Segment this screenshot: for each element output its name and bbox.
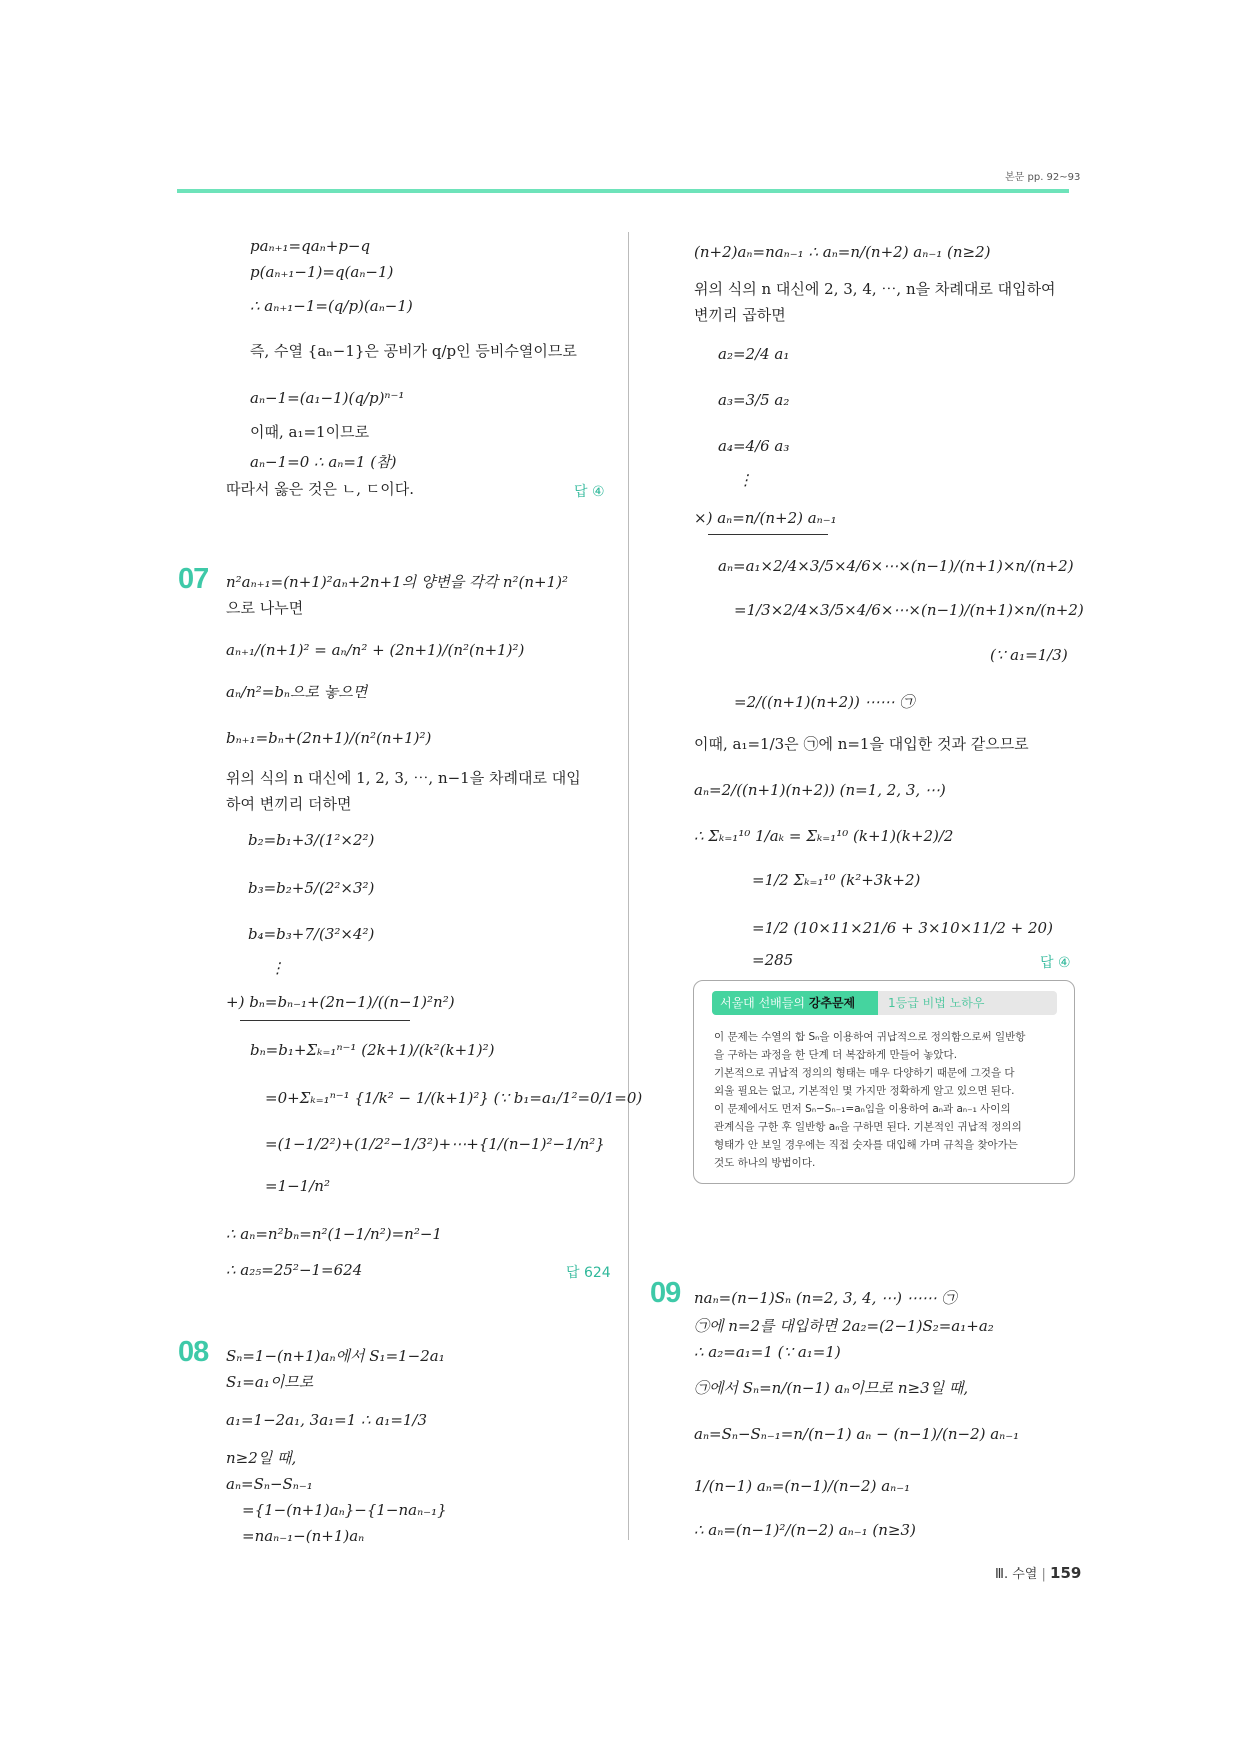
footer-separator: | — [1041, 1567, 1046, 1582]
column-divider — [628, 232, 629, 1540]
q08r-line-3: 변끼리 곱하면 — [694, 306, 786, 324]
q09-line-7: ∴ aₙ=(n−1)²/(n−2) aₙ₋₁ (n≥3) — [694, 1521, 916, 1539]
q06-line-3: ∴ aₙ₊₁−1=(q/p)(aₙ−1) — [250, 297, 413, 315]
q08r-line-4: a₂=2/4 a₁ — [718, 345, 790, 363]
q09-line-5: aₙ=Sₙ−Sₙ₋₁=n/(n−1) aₙ − (n−1)/(n−2) aₙ₋₁ — [694, 1425, 1020, 1443]
q06-line-6: 이때, a₁=1이므로 — [250, 423, 370, 441]
q09-line-4: ㉠에서 Sₙ=n/(n−1) aₙ이므로 n≥3일 때, — [694, 1379, 969, 1397]
q08r-line-5: a₃=3/5 a₂ — [718, 391, 790, 409]
q06-line-2: p(aₙ₊₁−1)=q(aₙ−1) — [250, 263, 394, 281]
q08r-product-rule — [708, 534, 828, 535]
q08r-line-12: =2/((n+1)(n+2)) ⋯⋯ ㉠ — [734, 693, 915, 711]
q08r-line-10: =1/3×2/4×3/5×4/6×⋯×(n−1)/(n+1)×n/(n+2) — [734, 601, 1084, 619]
q08-line-4: n≥2일 때, — [226, 1449, 297, 1467]
q08r-line-9: aₙ=a₁×2/4×3/5×4/6×⋯×(n−1)/(n+1)×n/(n+2) — [718, 557, 1074, 575]
q09-line-6: 1/(n−1) aₙ=(n−1)/(n−2) aₙ₋₁ — [694, 1477, 911, 1495]
q08-line-7: =naₙ₋₁−(n+1)aₙ — [242, 1527, 365, 1545]
q08r-line-13: 이때, a₁=1/3은 ㉠에 n=1을 대입한 것과 같으므로 — [694, 735, 1029, 753]
q07-number: 07 — [178, 563, 209, 595]
q07-line-3: aₙ₊₁/(n+1)² = aₙ/n² + (2n+1)/(n²(n+1)²) — [226, 641, 525, 659]
q07-line-14: =0+Σₖ₌₁ⁿ⁻¹ {1/k² − 1/(k+1)²} (∵ b₁=a₁/1²=0/1=0) — [265, 1089, 643, 1107]
tip-title-bar — [712, 991, 1057, 1015]
q07-sum-rule — [240, 1020, 410, 1021]
tip-line: 이 문제에서도 먼저 Sₙ−Sₙ₋₁=aₙ임을 이용하여 aₙ과 aₙ₋₁ 사이의 — [714, 1103, 1011, 1115]
q08r-line-11: (∵ a₁=1/3) — [990, 646, 1068, 664]
tip-line: 것도 하나의 방법이다. — [714, 1157, 816, 1169]
q06-line-5: aₙ−1=(a₁−1)(q/p)ⁿ⁻¹ — [250, 389, 405, 407]
q08r-line-18: =285 — [752, 951, 794, 969]
q08r-line-8: ×) aₙ=n/(n+2) aₙ₋₁ — [694, 509, 837, 527]
q08-line-5: aₙ=Sₙ−Sₙ₋₁ — [226, 1475, 313, 1493]
q06-line-1: paₙ₊₁=qaₙ+p−q — [250, 237, 371, 255]
tip-line: 을 구하는 과정을 한 단계 더 복잡하게 만들어 놓았다. — [714, 1049, 958, 1061]
q08-number: 08 — [178, 1336, 209, 1368]
tip-title-main: 서울대 선배들의 강추문제 — [712, 991, 878, 1015]
tip-line: 이 문제는 수열의 합 Sₙ을 이용하여 귀납적으로 정의함으로써 일반항 — [714, 1031, 1026, 1043]
footer — [995, 1563, 1081, 1582]
q08r-line-6: a₄=4/6 a₃ — [718, 437, 790, 455]
q08r-line-1: (n+2)aₙ=naₙ₋₁ ∴ aₙ=n/(n+2) aₙ₋₁ (n≥2) — [694, 243, 991, 261]
q07-answer: 답 624 — [566, 1265, 611, 1281]
tip-line: 형태가 안 보일 경우에는 직접 숫자를 대입해 가며 규칙을 찾아가는 — [714, 1139, 1018, 1151]
tip-title-sub: 1등급 비법 노하우 — [888, 996, 985, 1010]
footer-section: Ⅲ. 수열 — [995, 1567, 1038, 1582]
q07-line-11: ⋮ — [270, 959, 285, 977]
q08-line-2: S₁=a₁이므로 — [226, 1373, 314, 1391]
q07-line-15: =(1−1/2²)+(1/2²−1/3²)+⋯+{1/(n−1)²−1/n²} — [265, 1135, 605, 1153]
q08-line-1: Sₙ=1−(n+1)aₙ에서 S₁=1−2a₁ — [226, 1347, 445, 1365]
header-rule — [177, 189, 1069, 193]
q08r-line-17: =1/2 (10×11×21/6 + 3×10×11/2 + 20) — [752, 919, 1053, 937]
page-reference: 본문 pp. 92~93 — [1005, 172, 1081, 183]
page-number: 159 — [1050, 1564, 1082, 1582]
q09-number: 09 — [650, 1277, 681, 1309]
tip-line: 기본적으로 귀납적 정의의 형태는 매우 다양하기 때문에 그것을 다 — [714, 1067, 1015, 1079]
q08r-line-16: =1/2 Σₖ₌₁¹⁰ (k²+3k+2) — [752, 871, 921, 889]
q07-line-13: bₙ=b₁+Σₖ₌₁ⁿ⁻¹ (2k+1)/(k²(k+1)²) — [250, 1041, 495, 1059]
q07-line-17: ∴ aₙ=n²bₙ=n²(1−1/n²)=n²−1 — [226, 1225, 442, 1243]
q07-line-12: +) bₙ=bₙ₋₁+(2n−1)/((n−1)²n²) — [226, 993, 455, 1011]
q07-line-7: 하여 변끼리 더하면 — [226, 795, 352, 813]
q09-line-3: ∴ a₂=a₁=1 (∵ a₁=1) — [694, 1343, 841, 1361]
q07-line-10: b₄=b₃+7/(3²×4²) — [248, 925, 375, 943]
q07-line-8: b₂=b₁+3/(1²×2²) — [248, 831, 375, 849]
q07-line-4: aₙ/n²=bₙ으로 놓으면 — [226, 683, 368, 701]
q06-line-8: 따라서 옳은 것은 ㄴ, ㄷ이다. — [226, 480, 414, 498]
q07-line-18: ∴ a₂₅=25²−1=624 — [226, 1261, 363, 1279]
q08r-line-2: 위의 식의 n 대신에 2, 3, 4, ⋯, n을 차례대로 대입하여 — [694, 280, 1056, 298]
q08-line-6: ={1−(n+1)aₙ}−{1−naₙ₋₁} — [242, 1501, 447, 1519]
q06-answer: 답 ④ — [574, 484, 605, 500]
q07-line-6: 위의 식의 n 대신에 1, 2, 3, ⋯, n−1을 차례대로 대입 — [226, 769, 581, 787]
q08r-line-7: ⋮ — [738, 471, 753, 489]
q06-line-4: 즉, 수열 {aₙ−1}은 공비가 q/p인 등비수열이므로 — [250, 342, 577, 360]
q07-line-1: n²aₙ₊₁=(n+1)²aₙ+2n+1의 양변을 각각 n²(n+1)² — [226, 573, 568, 591]
tip-line: 관계식을 구한 후 일반항 aₙ을 구하면 된다. 기본적인 귀납적 정의의 — [714, 1121, 1022, 1133]
q07-line-16: =1−1/n² — [265, 1177, 330, 1195]
q08-line-3: a₁=1−2a₁, 3a₁=1 ∴ a₁=1/3 — [226, 1411, 428, 1429]
q07-line-5: bₙ₊₁=bₙ+(2n+1)/(n²(n+1)²) — [226, 729, 432, 747]
q06-line-7: aₙ−1=0 ∴ aₙ=1 (참) — [250, 453, 397, 471]
q09-line-2: ㉠에 n=2를 대입하면 2a₂=(2−1)S₂=a₁+a₂ — [694, 1317, 994, 1335]
q09-line-1: naₙ=(n−1)Sₙ (n=2, 3, 4, ⋯) ⋯⋯ ㉠ — [694, 1289, 957, 1307]
tip-box — [693, 980, 1075, 1184]
q08r-line-14: aₙ=2/((n+1)(n+2)) (n=1, 2, 3, ⋯) — [694, 781, 946, 799]
q07-line-2: 으로 나누면 — [226, 599, 304, 617]
q08r-line-15: ∴ Σₖ₌₁¹⁰ 1/aₖ = Σₖ₌₁¹⁰ (k+1)(k+2)/2 — [694, 827, 954, 845]
q07-line-9: b₃=b₂+5/(2²×3²) — [248, 879, 375, 897]
q08-answer: 답 ④ — [1040, 955, 1071, 971]
tip-line: 외울 필요는 없고, 기본적인 몇 가지만 정확하게 알고 있으면 된다. — [714, 1085, 1015, 1097]
